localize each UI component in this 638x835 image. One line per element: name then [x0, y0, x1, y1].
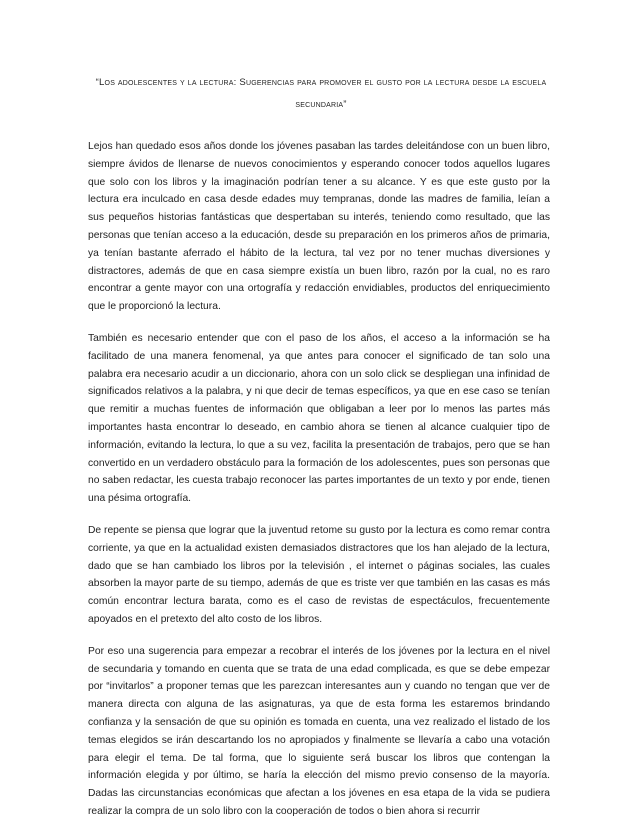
document-body: [88, 138, 550, 835]
paragraph: También es necesario entender que con el paso de los años, el acceso a la información se ha facilitado de una manera fenomenal, ya que antes para conocer el significado de tan solo una palabra era necesario acudir a un diccionario, ahora con un solo click se despliegan una infinidad de significados relativos a la palabra, y ni que decir de temas específicos, ya que en ese caso se tenían que remitir a muchas fuentes de información que obligaban a leer por lo menos las partes más importantes hasta encontrar lo deseado, en cambio ahora se tienen al alcance cualquier tipo de información, evitando la lectura, lo que a su vez, facilita la presentación de trabajos, pero que se han convertido en un verdadero obstáculo para la formación de los adolescentes, pues son personas que no saben redactar, les cuesta trabajo reconocer las partes importantes de un texto y por ende, tienen una pésima ortografía.: [88, 332, 550, 505]
paragraph: Lejos han quedado esos años donde los jóvenes pasaban las tardes deleitándose con un buen libro, siempre ávidos de llenarse de nuevos conocimientos y esperando conocer todos aquellos lugares que solo con los libros y la imaginación podrían tener a su alcance. Y es que este gusto por la lectura era inculcado en casa desde edades muy tempranas, donde las madres de familia, leían a sus pequeños historias fantásticas que despertaban su interés, teniendo como resultado, que las personas que tenían acceso a la educación, desde su preparación en los primeros años de primaria, ya tenían bastante aferrado el hábito de la lectura, tal vez por no tener muchas diversiones y distractores, además de que en casa siempre existía un buen libro, razón por la cual, no es raro encontrar a gente mayor con una ortografía y redacción envidiables, productos del enriquecimiento que le proporcionó la lectura.: [88, 141, 550, 313]
paragraph: Por eso una sugerencia para empezar a recobrar el interés de los jóvenes por la lectura en el nivel de secundaria y tomando en cuenta que se trata de una edad complicada, es que se debe empezar por “invitarlos” a proponer temas que les parezcan interesantes aun y cuando no tengan que ver de manera directa con alguna de las asignaturas, ya que de esta forma les estaremos brindando confianza y la sensación de que su opinión es tomada en cuenta, una vez realizado el listado de los temas elegidos se irán descartando los no apropiados y finalmente se llevaría a cabo una votación para elegir el tema. De tal forma, que lo siguiente será buscar los libros que contengan la información elegida y por último, se haría la elección del mismo previo consenso de la mayoría. Dadas las circunstancias económicas que afectan a los jóvenes en esa etapa de la vida se pudiera realizar la compra de un solo libro con la cooperación de todos o bien ahora si recurrir: [88, 645, 550, 817]
document-title: “Los adolescentes y la lectura: Sugerencias para promover el gusto por la lectura desde la escuela secundaria”: [95, 77, 547, 110]
paragraph: De repente se piensa que lograr que la juventud retome su gusto por la lectura es como remar contra corriente, ya que en la actualidad existen demasiados distractores que los han alejado de la lectura, dado que se han cambiado los libros por la televisión , el internet o páginas sociales, las cuales absorben la mayor parte de su tiempo, además de que es triste ver que también en las casas es más común encontrar lectura barata, como es el caso de revistas de espectáculos, frecuentemente apoyados en el pretexto del alto costo de los libros.: [88, 524, 550, 625]
